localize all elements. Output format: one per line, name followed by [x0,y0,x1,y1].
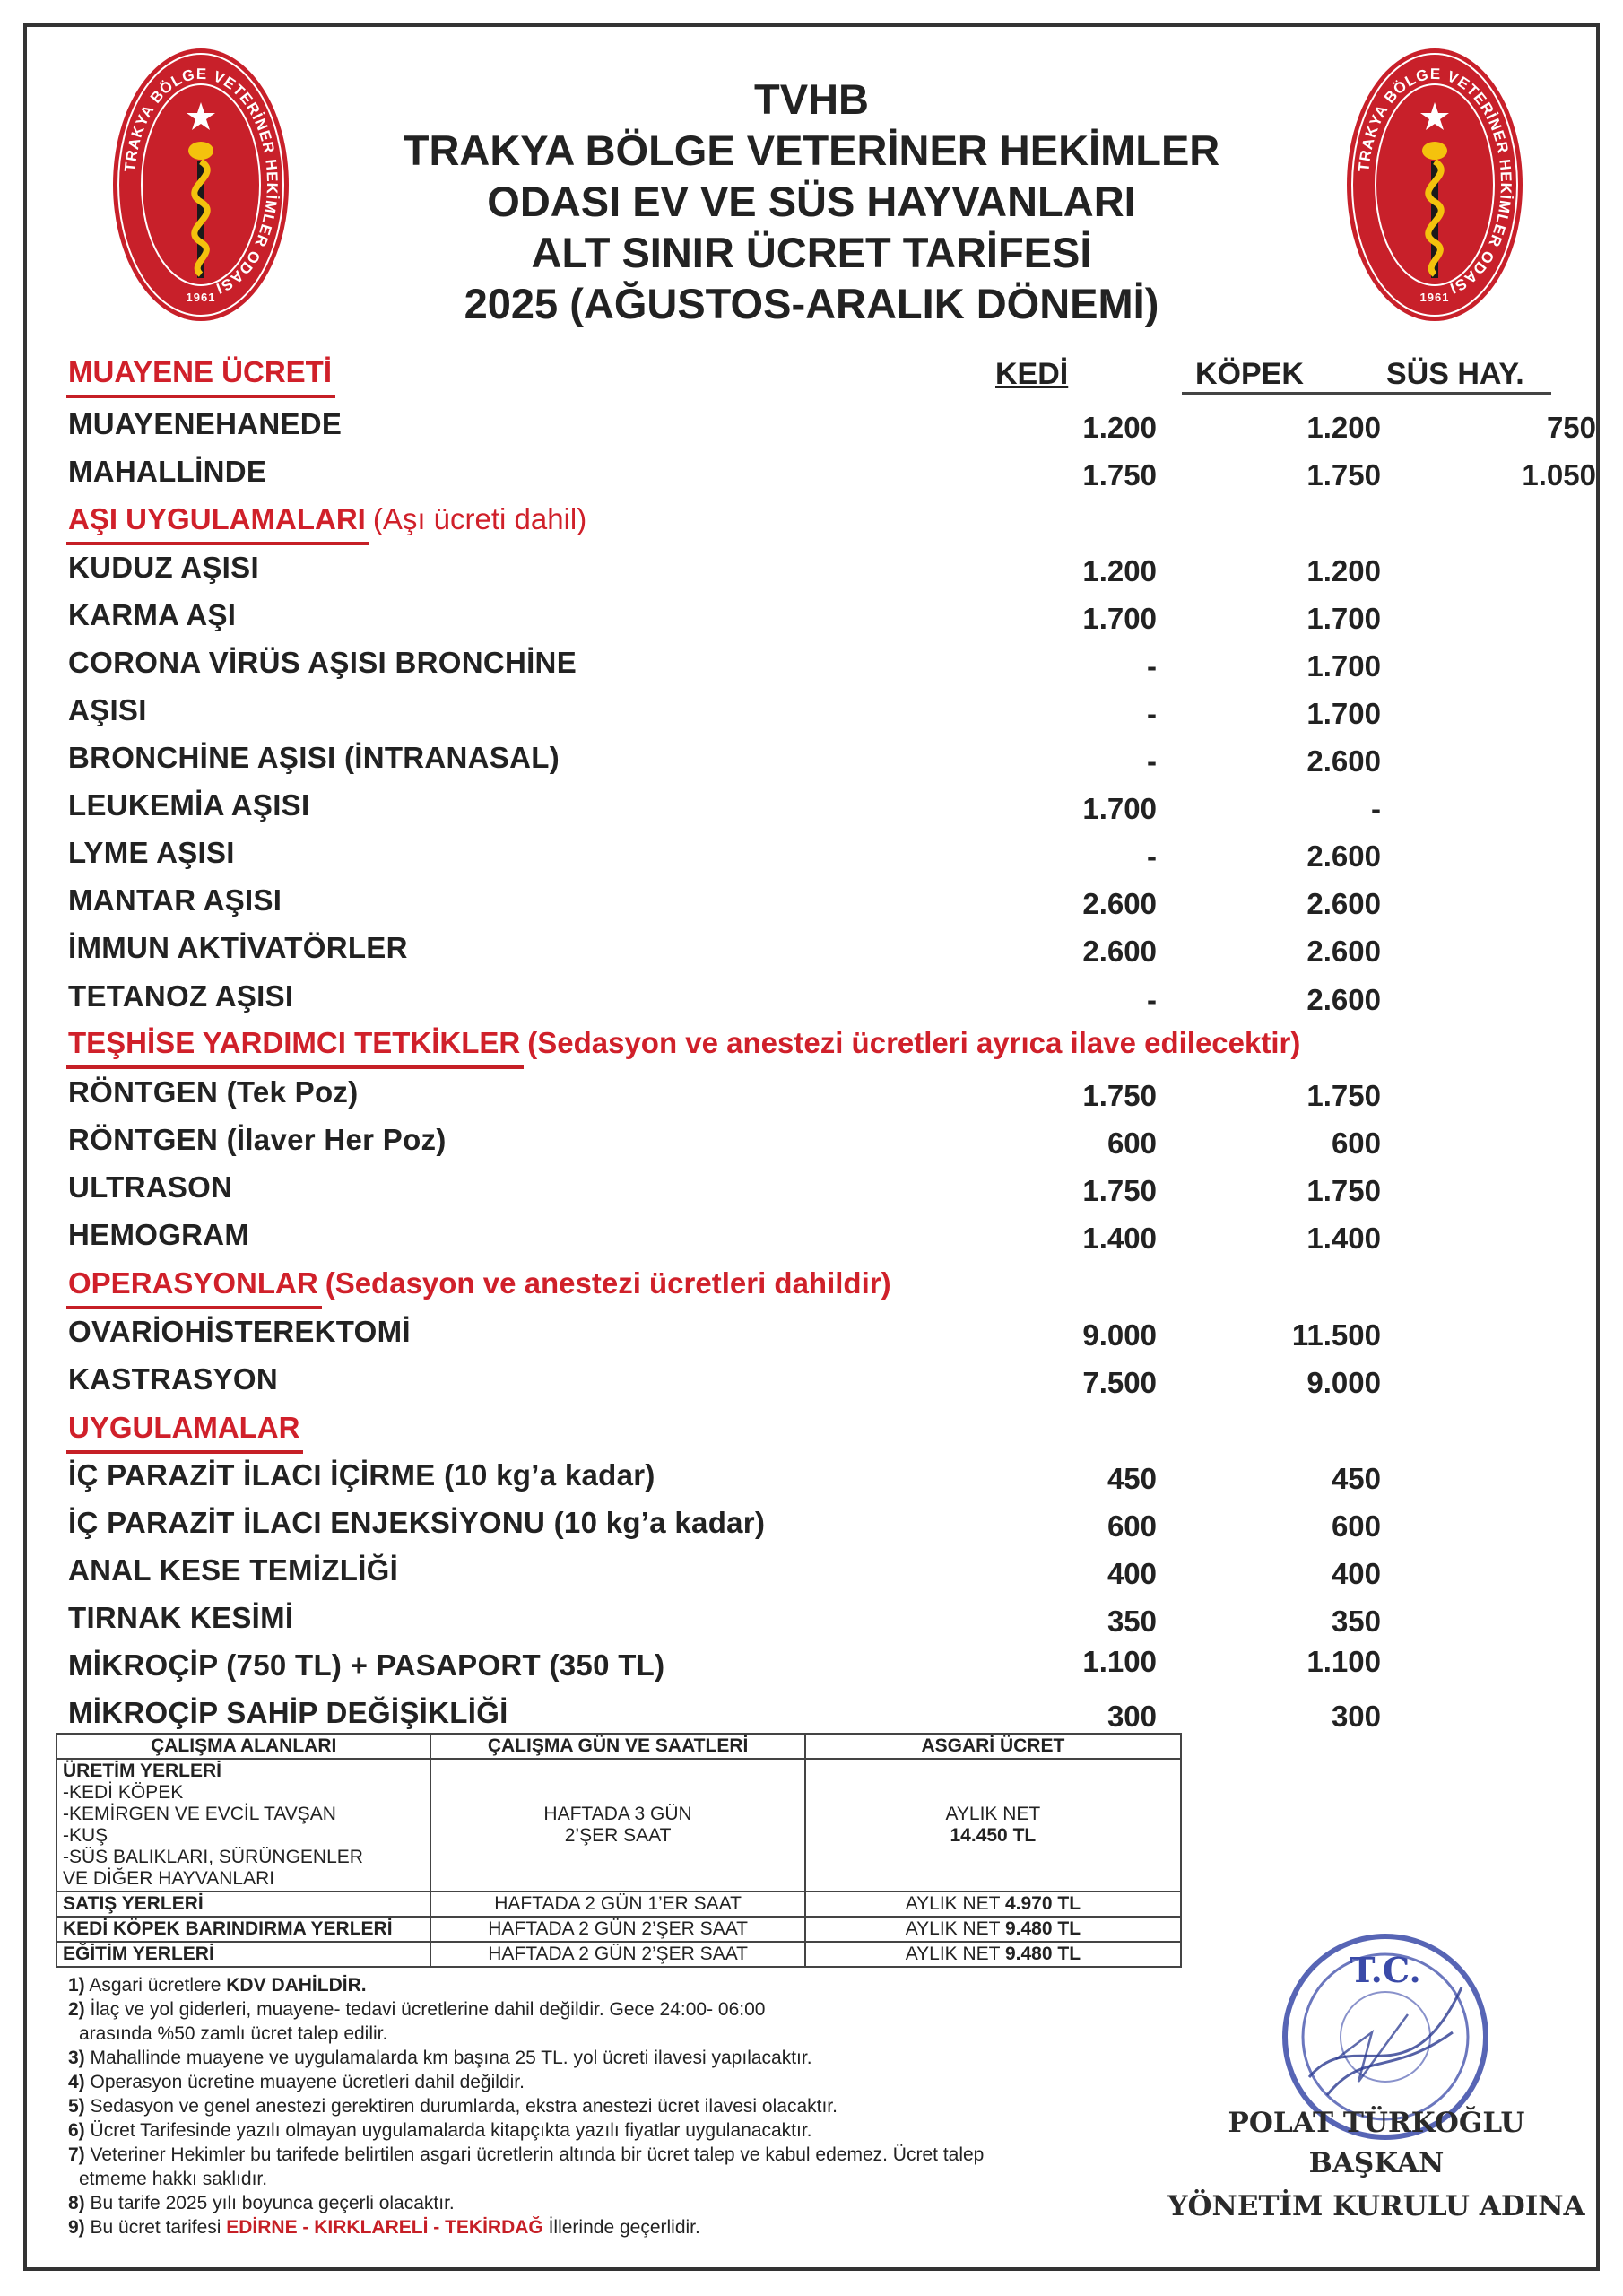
price-kedi: 1.200 [1082,554,1157,587]
column-header: ASGARİ ÜCRET [805,1734,1181,1759]
price-kedi: 350 [1107,1605,1157,1638]
footnote-continuation [68,2167,1180,2191]
table-row [56,1759,1181,1892]
price-kedi: 1.750 [1082,1079,1157,1112]
footnote-text: etmeme hakkı saklıdır. [79,2169,268,2189]
wage-value: 9.480 TL [1004,1944,1081,1964]
price-kopek: 2.600 [1306,839,1381,873]
wage-label: AYLIK NET [905,1893,1001,1914]
wage-value: 4.970 TL [1004,1893,1081,1914]
table-row [68,693,1593,736]
price-kopek: 1.750 [1306,1079,1381,1112]
area-cell: KEDİ KÖPEK BARINDIRMA YERLERİ [56,1917,430,1942]
hours-cell: HAFTADA 2 GÜN 2’ŞER SAAT [430,1942,804,1967]
row-label: RÖNTGEN (İlaver Her Poz) [68,1123,447,1156]
price-kopek: 1.700 [1306,649,1381,683]
price-kopek: 1.200 [1306,554,1381,587]
price-kopek: - [1371,792,1381,825]
footnote-text: Asgari ücretlere [84,1975,227,1996]
row-label: MİKROÇİP SAHİP DEĞİŞİKLİĞİ [68,1696,508,1729]
svg-text:1961: 1961 [186,291,216,304]
table-row [68,979,1593,1022]
footnote-text: Operasyon ücretine muayene ücretleri dahil değildir. [84,2072,525,2092]
price-kedi: 400 [1107,1557,1157,1590]
price-kedi: 600 [1107,1126,1157,1160]
footnotes [68,1973,1180,2239]
table-row [56,1892,1181,1917]
footnote-text: İlaç ve yol giderleri, muayene- tedavi ücretlerine dahil değildir. Gece 24:00- 06:00 [84,1999,766,2020]
price-kopek: 1.700 [1306,602,1381,635]
section-uygulama [68,1411,299,1456]
row-label: KARMA AŞI [68,598,237,631]
caduceus-emblem-icon [1345,45,1524,325]
wage-value: 9.480 TL [1004,1918,1081,1939]
work-areas-table [56,1733,1182,1968]
hours-line: HAFTADA 3 GÜN [543,1804,692,1824]
row-label: HEMOGRAM [68,1218,250,1251]
price-kedi: 2.600 [1082,935,1157,968]
area-line: -KEMİRGEN VE EVCİL TAVŞAN [63,1804,336,1824]
row-label: BRONCHİNE AŞISI (İNTRANASAL) [68,741,560,774]
footnote-text: Veteriner Hekimler bu tarifede belirtilen asgari ücretlerin altında bir ücret talep ve kabul edemez. Ücret talep [84,2144,985,2165]
section-title: UYGULAMALAR [68,1411,299,1450]
table-row [68,598,1593,641]
price-kedi: 1.200 [1082,411,1157,444]
table-row [68,836,1593,879]
price-kedi: - [1147,697,1157,730]
footnote [68,2215,1180,2239]
footnote-text: Bu ücret tarifesi [84,2217,227,2238]
price-kedi: - [1147,839,1157,873]
table-row [68,1601,1593,1644]
table-row [56,1917,1181,1942]
svg-text:TRAKYA BÖLGE VETERİNER HEKİMLE: TRAKYA BÖLGE VETERİNER HEKİMLER ODASI [121,65,282,298]
table-row [68,788,1593,831]
wage-cell [805,1917,1181,1942]
footnote-number: 9) [68,2217,85,2238]
row-label: KASTRASYON [68,1362,279,1396]
area-cell: EĞİTİM YERLERİ [56,1942,430,1967]
area-cell [56,1759,430,1892]
price-kedi: 450 [1107,1462,1157,1495]
footnote-number: 4) [68,2072,85,2092]
title-line-1: TVHB [754,75,869,123]
area-title: ÜRETİM YERLERİ [63,1761,221,1781]
section-title: MUAYENE ÜCRETİ [68,355,332,395]
price-kedi: 1.750 [1082,1174,1157,1207]
footnote-number: 5) [68,2096,85,2117]
title-line-3: ODASI EV VE SÜS HAYVANLARI [487,178,1136,225]
price-kedi: - [1147,649,1157,683]
caduceus-emblem-icon [111,45,291,325]
price-kopek: 9.000 [1306,1366,1381,1399]
wage-label: AYLIK NET [905,1944,1001,1964]
chamber-logo-left [111,45,291,325]
signatory-name: POLAT TÜRKOĞLU [1228,2107,1525,2139]
price-kopek: 2.600 [1306,983,1381,1016]
row-label: CORONA VİRÜS AŞISI BRONCHİNE [68,646,577,679]
row-label: ANAL KESE TEMİZLİĞİ [68,1553,399,1587]
document-title [296,74,1327,329]
footnote-text: Mahallinde muayene ve uygulamalarda km başına 25 TL. yol ücreti ilavesi yapılacaktır. [84,2048,812,2068]
price-kedi: - [1147,983,1157,1016]
table-row [68,1553,1593,1596]
footnote-text: İllerinde geçerlidir. [542,2217,700,2238]
price-kedi: 1.100 [1082,1645,1157,1678]
footnote-text: Ücret Tarifesinde yazılı olmayan uygulamalarda kitapçıkta yazılı fiyatlar uygulanacaktır. [84,2120,812,2141]
signature-block [1166,2104,1587,2228]
table-row [68,931,1593,974]
footnote [68,2046,1180,2070]
section-asi [68,502,586,547]
svg-text:T.C.: T.C. [1350,1950,1421,1990]
table-row [68,455,1596,498]
table-row [68,1645,1593,1692]
row-label: RÖNTGEN (Tek Poz) [68,1075,359,1109]
area-line: -SÜS BALIKLARI, SÜRÜNGENLER [63,1847,363,1867]
footnote [68,2118,1180,2143]
area-cell: SATIŞ YERLERİ [56,1892,430,1917]
area-line: -KEDİ KÖPEK [63,1782,184,1803]
table-row [68,1506,1593,1549]
footnote-text: arasında %50 zamlı ücret talep edilir. [79,2023,388,2044]
price-sus-hay: 750 [1546,411,1596,444]
title-line-4: ALT SINIR ÜCRET TARİFESİ [531,229,1092,276]
table-row [68,1170,1593,1213]
price-kopek: 600 [1331,1126,1381,1160]
price-kedi: 1.750 [1082,458,1157,491]
price-kopek: 2.600 [1306,744,1381,778]
row-label: İÇ PARAZİT İLACI ENJEKSİYONU (10 kg’a kadar) [68,1506,766,1539]
table-row [68,1075,1593,1118]
wage-value: 14.450 TL [950,1825,1037,1846]
price-kedi: 9.000 [1082,1318,1157,1352]
svg-text:1961: 1961 [1419,291,1450,304]
wage-cell [805,1759,1181,1892]
column-header: ÇALIŞMA GÜN VE SAATLERİ [430,1734,804,1759]
row-label: MAHALLİNDE [68,455,267,488]
footnote-number: 3) [68,2048,85,2068]
price-kopek: 300 [1331,1700,1381,1733]
price-kopek: 1.700 [1306,697,1381,730]
table-header-row [56,1734,1181,1759]
price-sus-hay: 1.050 [1522,458,1596,491]
price-kedi: 1.700 [1082,792,1157,825]
row-label: MANTAR AŞISI [68,883,282,917]
price-kedi: 1.700 [1082,602,1157,635]
column-header-kopek: KÖPEK [1195,357,1304,391]
wage-cell [805,1942,1181,1967]
price-kopek: 1.200 [1306,411,1381,444]
row-label: LEUKEMİA AŞISI [68,788,310,822]
footnote-continuation [68,2022,1180,2046]
section-title: AŞI UYGULAMALARI [68,502,366,542]
section-title: OPERASYONLAR [68,1266,318,1306]
table-row [68,407,1596,450]
footnote-number: 2) [68,1999,85,2020]
price-kopek: 600 [1331,1509,1381,1543]
section-note: (Aşı ücreti dahil) [372,502,587,535]
footnote [68,2191,1180,2215]
row-label: LYME AŞISI [68,836,235,869]
price-kopek: 1.400 [1306,1222,1381,1255]
table-row [56,1942,1181,1967]
row-label: TETANOZ AŞISI [68,979,294,1013]
table-row [68,1123,1593,1166]
footnote-highlight: EDİRNE - KIRKLARELİ - TEKİRDAĞ [226,2217,543,2238]
table-row [68,1362,1593,1405]
price-kopek: 1.100 [1306,1645,1381,1678]
price-kedi: 300 [1107,1700,1157,1733]
footnote [68,2143,1180,2167]
price-kopek: 2.600 [1306,887,1381,920]
title-line-2: TRAKYA BÖLGE VETERİNER HEKİMLER [403,126,1220,174]
chamber-logo-right [1345,45,1524,325]
row-label: İÇ PARAZİT İLACI İÇİRME (10 kg’a kadar) [68,1458,655,1492]
footnote [68,1973,1180,1997]
row-label: OVARİOHİSTEREKTOMİ [68,1315,411,1348]
hours-cell: HAFTADA 2 GÜN 1’ER SAAT [430,1892,804,1917]
footnote-number: 8) [68,2193,85,2213]
row-label: MUAYENEHANEDE [68,407,343,440]
hours-line: 2’ŞER SAAT [564,1825,672,1846]
footnote [68,1997,1180,2022]
title-line-5: 2025 (AĞUSTOS-ARALIK DÖNEMİ) [464,280,1159,327]
table-row [68,741,1593,784]
price-kopek: 2.600 [1306,935,1381,968]
table-row [68,883,1593,926]
price-kopek: 350 [1331,1605,1381,1638]
price-kopek: 1.750 [1306,1174,1381,1207]
section-note: (Sedasyon ve anestezi ücretleri dahildir) [325,1266,891,1300]
price-kedi: 7.500 [1082,1366,1157,1399]
row-label: İMMUN AKTİVATÖRLER [68,931,408,964]
table-row [68,1315,1593,1358]
section-muayene [68,355,332,400]
section-operasyon [68,1266,891,1311]
table-row [68,1458,1593,1501]
area-line: -KUŞ [63,1825,108,1846]
price-kedi: - [1147,744,1157,778]
column-header-sus-hay: SÜS HAY. [1386,357,1524,391]
wage-label: AYLIK NET [945,1804,1041,1824]
row-label: MİKROÇİP (750 TL) + PASAPORT (350 TL) [68,1648,665,1682]
column-header-underline [1182,392,1551,395]
area-line: VE DİĞER HAYVANLARI [63,1868,275,1889]
footnote-number: 6) [68,2120,85,2141]
footnote [68,2094,1180,2118]
section-teshis [68,1026,1300,1071]
column-header-kedi: KEDİ [995,357,1069,391]
price-kedi: 1.400 [1082,1222,1157,1255]
section-note: (Sedasyon ve anestezi ücretleri ayrıca ilave edilecektir) [527,1026,1301,1059]
column-header: ÇALIŞMA ALANLARI [56,1734,430,1759]
hours-cell [430,1759,804,1892]
hours-cell: HAFTADA 2 GÜN 2’ŞER SAAT [430,1917,804,1942]
footnote-highlight: KDV DAHİLDİR. [226,1975,367,1996]
table-row [68,1218,1593,1261]
price-kopek: 400 [1331,1557,1381,1590]
price-kopek: 1.750 [1306,458,1381,491]
table-row [68,646,1593,689]
price-kedi: 600 [1107,1509,1157,1543]
footnote [68,2070,1180,2094]
footnote-text: Sedasyon ve genel anestezi gerektiren durumlarda, ekstra anestezi ücret ilavesi olacaktır. [84,2096,838,2117]
svg-text:TRAKYA BÖLGE VETERİNER HEKİMLE: TRAKYA BÖLGE VETERİNER HEKİMLER ODASI [1355,65,1515,298]
row-label: AŞISI [68,693,147,726]
table-row [68,551,1593,594]
signatory-org: YÖNETİM KURULU ADINA [1167,2190,1585,2222]
price-kopek: 11.500 [1291,1318,1381,1352]
wage-label: AYLIK NET [905,1918,1001,1939]
price-kopek: 450 [1331,1462,1381,1495]
wage-cell [805,1892,1181,1917]
footnote-text: Bu tarife 2025 yılı boyunca geçerli olacaktır. [84,2193,455,2213]
footnote-number: 1) [68,1975,85,1996]
row-label: ULTRASON [68,1170,233,1204]
section-title: TEŞHİSE YARDIMCI TETKİKLER [68,1026,520,1065]
price-kedi: 2.600 [1082,887,1157,920]
footnote-number: 7) [68,2144,85,2165]
row-label: KUDUZ AŞISI [68,551,259,584]
row-label: TIRNAK KESİMİ [68,1601,294,1634]
signatory-title: BAŞKAN [1308,2147,1445,2179]
